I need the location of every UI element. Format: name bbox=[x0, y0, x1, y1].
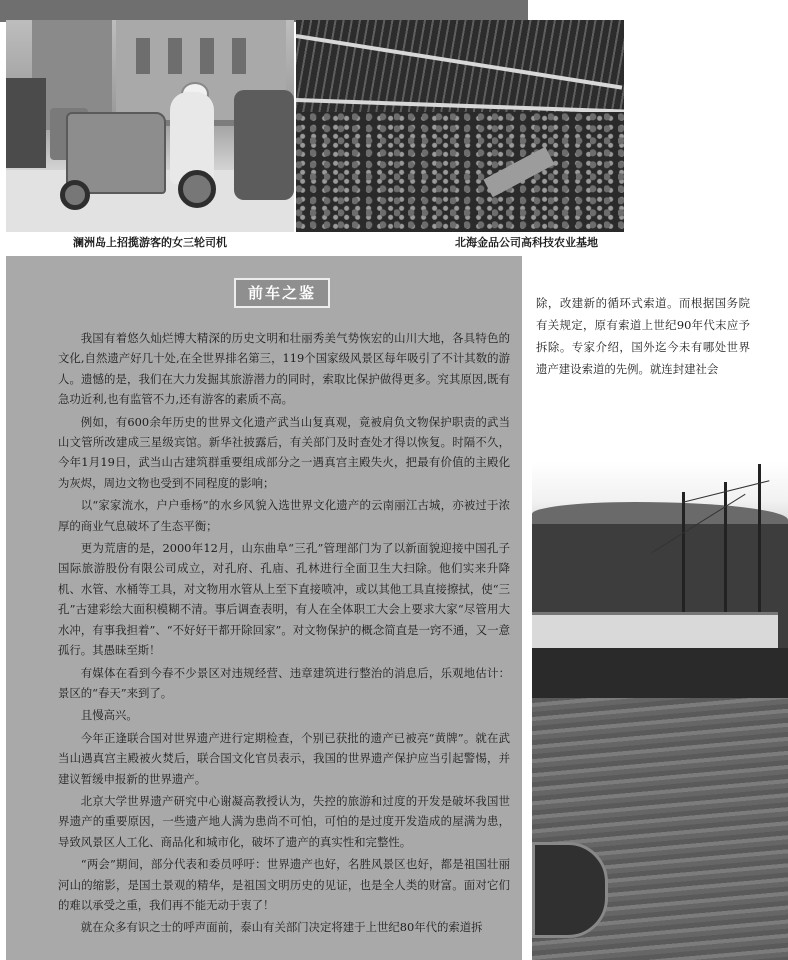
window bbox=[232, 38, 246, 74]
article-title: 前车之鉴 bbox=[234, 278, 330, 308]
article-paragraph: 更为荒唐的是，2000年12月，山东曲阜“三孔”管理部门为了以新面貌迎接中国孔子国际旅游股份有限公司成立，对孔府、孔庙、孔林进行全面卫生大扫除。他们实来升降机、水管、水桶等工具，对文物用水管从上至下直接喷冲，或以其他工具直接擦拭，使“三孔”古建彩绘大面积模糊不清。事后调查表明，有人在全体职工大会上要求大家“尽管用大水冲，有事我担着”、“不好好干都开除回家”。对文物保护的概念简直是一窍不通，又一意孤行。其愚昧至斯！ bbox=[58, 541, 510, 658]
article-paragraph: 我国有着悠久灿烂博大精深的历史文明和壮丽秀美气势恢宏的山川大地，各具特色的文化,自然遗产好几十处,在全世界排名第三，119个国家级风景区每年吸引了不计其数的游人。遗憾的是，我们在大力发掘其旅游潜力的同时，索取比保护做得更多。究其原因,既有急功近利,也有监管不力,还有游客的素质不高。 bbox=[58, 331, 510, 407]
article-paragraph: 例如，有600余年历史的世界文化遗产武当山复真观，竟被肩负文物保护职责的武当山文管所改建成三星级宾馆。新华社披露后，有关部门及时查处才得以恢复。时隔不久，今年1月19日，武当山古建筑群重要组成部分之一遇真宫主殿失火，把最有价值的主殿化为灰烬，周边文物也受到不同程度的影响； bbox=[58, 414, 510, 490]
window bbox=[168, 38, 182, 74]
side-column-text: 除，改建新的循环式索道。而根据国务院有关规定，原有索道上世纪90年代末应予拆除。专家介绍，国外迄今未有哪处世界遗产建设索道的先例。就连封建社会 bbox=[536, 296, 750, 376]
pedestrians bbox=[234, 90, 294, 200]
photo-female-tricycle-driver bbox=[6, 20, 294, 232]
truck bbox=[6, 78, 46, 168]
small-boat bbox=[532, 842, 608, 938]
article-paragraph: 且慢高兴。 bbox=[80, 708, 138, 723]
boat-hull bbox=[532, 648, 788, 698]
article-paragraph: 以“家家流水，户户垂杨”的水乡风貌入选世界文化遗产的云南丽江古城，亦被过于浓厚的商业气息破坏了生态平衡； bbox=[58, 498, 510, 533]
window bbox=[136, 38, 150, 74]
greenhouse-roof bbox=[296, 20, 624, 112]
wheel bbox=[178, 170, 216, 208]
photo-caption-right: 北海金品公司高科技农业基地 bbox=[296, 232, 624, 254]
photo-greenhouse-farm bbox=[296, 20, 624, 232]
photo-caption-left: 澜洲岛上招揽游客的女三轮司机 bbox=[6, 232, 294, 254]
wheel bbox=[60, 180, 90, 210]
article-paragraph: 就在众多有识之士的呼声面前，泰山有关部门决定将建于上世纪80年代的索道拆 bbox=[80, 920, 483, 935]
article-paragraph: “两会”期间，部分代表和委员呼吁：世界遗产也好，名胜风景区也好，都是祖国壮丽河山的缩影，是国土景观的精华，是祖国文明历史的见证，也是全人类的财富。面对它们的难以承受之重，我们再不能无动于衷了！ bbox=[58, 857, 510, 912]
photo-fishing-harbor bbox=[532, 462, 788, 960]
article-paragraph: 有媒体在看到今春不少景区对违规经营、违章建筑进行整治的消息后，乐观地估计：景区的“春天”来到了。 bbox=[58, 665, 510, 700]
article-paragraph: 今年正逢联合国对世界遗产进行定期检查，个别已获批的遗产已被亮“黄牌”。就在武当山遇真宫主殿被火焚后，联合国文化官员表示，我国的世界遗产保护应当引起警惕，并建议暂缓申报新的世界遗产。 bbox=[58, 730, 510, 786]
article-paragraph: 北京大学世界遗产研究中心谢凝高教授认为，失控的旅游和过度的开发是破坏我国世界遗产的重要原因，一些遗产地人满为患尚不可怕，可怕的是过度开发造成的屋满为患，导致风景区人工化、商品化和城市化，破坏了遗产的真实性和完整性。 bbox=[58, 793, 510, 849]
crop-rows bbox=[296, 112, 624, 232]
top-gray-band bbox=[0, 0, 528, 22]
boat-deck bbox=[532, 612, 778, 651]
window bbox=[200, 38, 214, 74]
article-body bbox=[58, 328, 510, 940]
